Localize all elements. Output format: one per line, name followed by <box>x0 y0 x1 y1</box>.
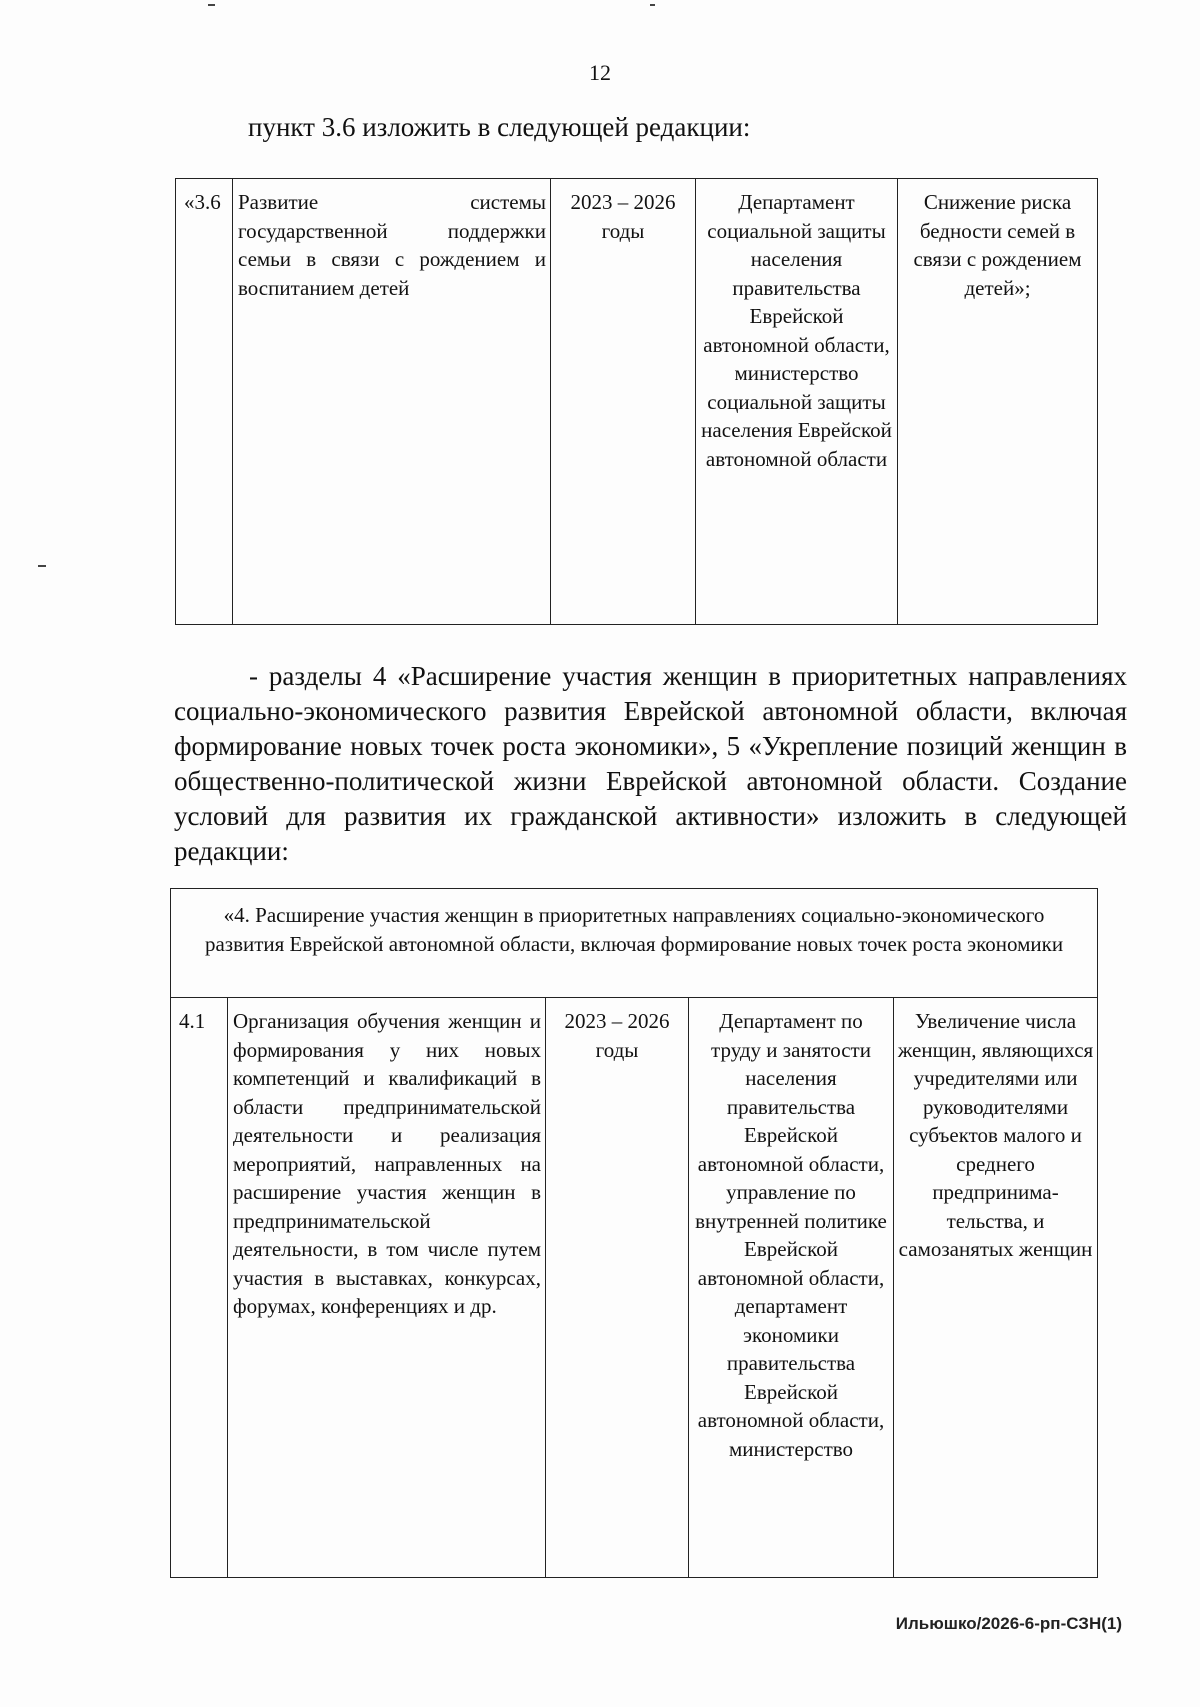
section-title: «4. Расширение участия женщин в приоритетных направлениях социально-экономического развития Еврейской автономной области, включая формирование новых точек роста экономики <box>171 889 1098 998</box>
cell-period: 2023 – 2026 годы <box>546 998 689 1578</box>
scan-mark-left <box>38 565 46 567</box>
cell-executor: Департамент по труду и занятости населения правительства Еврейской автономной области, управление по внутренней политике Еврейской автономной области, департамент экономики правительства Еврейской автономной области, министерство <box>689 998 894 1578</box>
cell-period: 2023 – 2026 годы <box>551 179 696 625</box>
cell-number: 4.1 <box>171 998 228 1578</box>
cell-result: Снижение риска бедности семей в связи с рождением детей»; <box>898 179 1098 625</box>
cell-activity: Организация обучения женщин и формирования у них новых компетенций и квалификаций в области предпринимательской деятельности и реализация мероприятий, направленных на расширение участия женщин в предпринимательской деятельности, в том числе путем участия в выставках, конкурсах, форумах, конференциях и др. <box>228 998 546 1578</box>
page-number: 12 <box>589 60 611 85</box>
table-row <box>171 998 1098 1578</box>
scan-mark-top-right <box>650 4 655 6</box>
cell-number: «3.6 <box>176 179 233 625</box>
intro-text: пункт 3.6 изложить в следующей редакции: <box>248 112 751 142</box>
amendment-paragraph: - разделы 4 «Расширение участия женщин в приоритетных направлениях социально-экономического развития Еврейской автономной области, включая формирование новых точек роста экономики», 5 «Укрепление позиций женщин в общественно-политической жизни Еврейской автономной области. Создание условий для развития их гражданской активности» изложить в следующей редакции: <box>174 661 1127 866</box>
table-row <box>176 179 1098 625</box>
cell-activity: Развитие системы государственной поддержки семьи в связи с рождением и воспитанием детей <box>233 179 551 625</box>
cell-executor: Департамент социальной защиты населения правительства Еврейской автономной области, министерство социальной защиты населения Еврейской автономной области <box>696 179 898 625</box>
table-section-title-row <box>171 889 1098 998</box>
table-section-3 <box>175 178 1098 625</box>
document-code: Ильюшко/2026-6-рп-СЗН(1) <box>895 1614 1122 1633</box>
cell-result: Увеличение числа женщин, являющихся учредителями или руководителями субъектов малого и среднего предпринима-тельства, и самозанятых женщин <box>894 998 1098 1578</box>
scan-mark-top-left <box>208 4 215 6</box>
table-section-4 <box>170 888 1098 1578</box>
